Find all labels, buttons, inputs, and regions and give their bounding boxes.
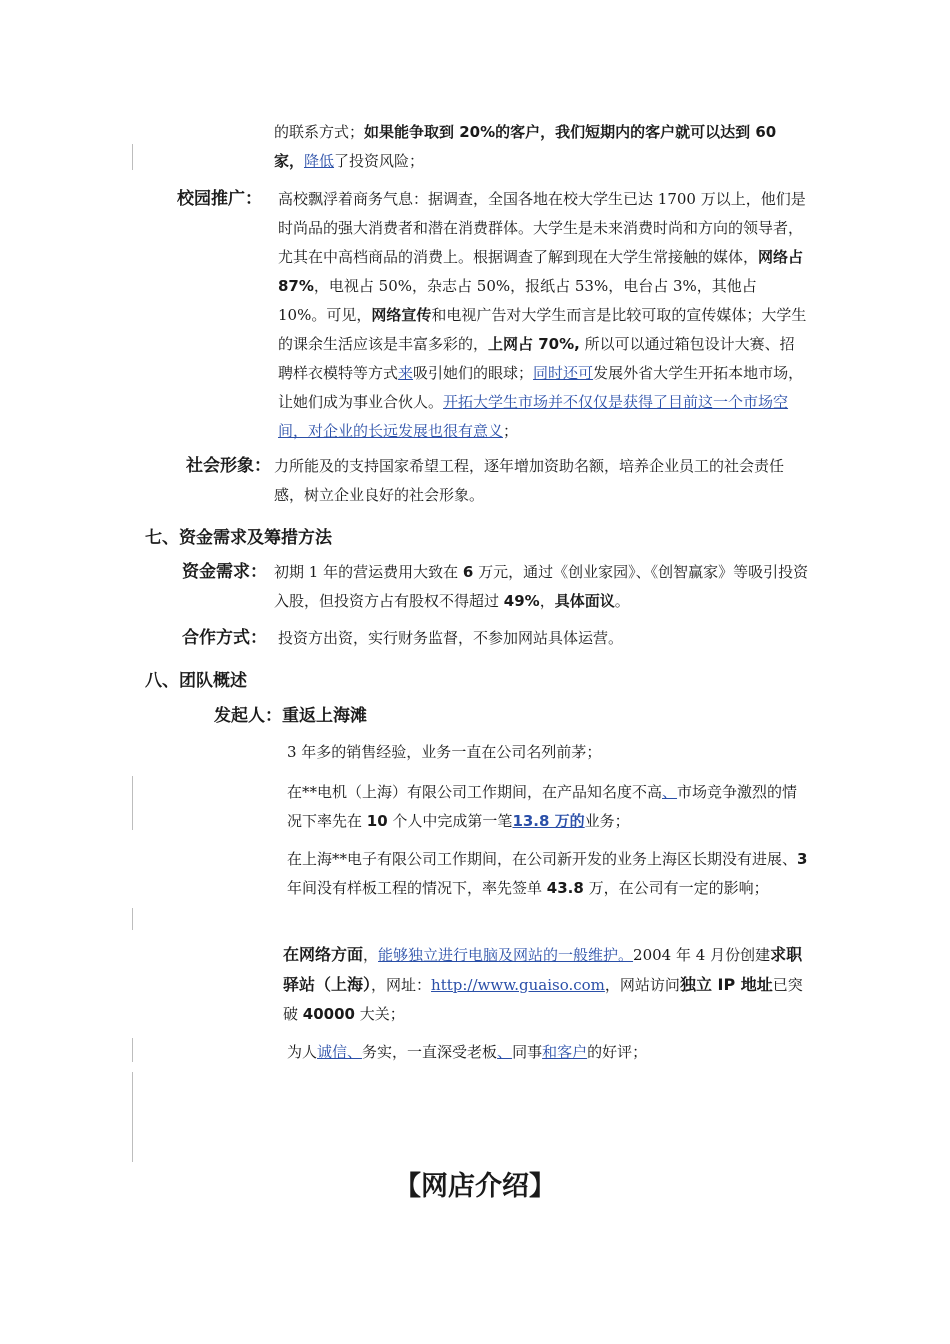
link-integrity[interactable]: 诚信、 [317, 1043, 363, 1061]
coop-paragraph: 投资方出资，实行财务监督，不参加网站具体运营。 [278, 629, 624, 647]
revision-bar [132, 776, 133, 830]
revision-bar [132, 1038, 133, 1062]
experience-1: 3 年多的销售经验，业务一直在公司名列前茅； [287, 743, 602, 761]
campus-paragraph: 高校飘浮着商务气息：据调查，全国各地在校大学生已达 1700 万以上，他们是时尚品的强大消费者和潜在消费群体。大学生是未来消费时尚和方向的领导者，尤其在中高档商品的消费上。根据调查了解到现在大学生常接触的媒体，网络占 87%，电视占 50%，杂志占 50%，报纸占 53%，电台占 3%，其他占 10%。可见，网络宣传和电视广告对大学生而言是比较可取的宣传媒体；大学生的课余生活应该是丰富多彩的，上网占 70%, 所以可以通过箱包设计大赛、招聘样衣模特等方式来吸引她们的眼球；同时还可发展外省大学生开拓本地市场，让她们成为事业合伙人。开拓大学生市场并不仅仅是获得了目前这一个市场空间，对企业的长远发展也很有意义； [278, 190, 807, 440]
link-lai[interactable]: 来 [398, 364, 414, 382]
section-8-heading: 八、团队概述 [145, 671, 247, 691]
page-title: 【网店介绍】 [394, 1171, 556, 1202]
funding-paragraph: 初期 1 年的营运费用大致在 6 万元，通过《创业家园》、《创智赢家》等吸引投资入股，但投资方占有股权不得超过 49%，具体面议。 [274, 563, 809, 610]
link-13-8[interactable]: 13.8 万的 [512, 812, 585, 830]
experience-5: 为人诚信、务实，一直深受老板、同事和客户的好评； [287, 1043, 648, 1061]
link-also[interactable]: 同时还可 [533, 364, 594, 382]
revision-bar [132, 908, 133, 930]
contact-paragraph: 的联系方式；如果能争取到 20%的客户，我们短期内的客户就可以达到 60 家，降低了投资风险； [274, 123, 777, 170]
section-7-heading: 七、资金需求及筹措方法 [145, 528, 332, 548]
experience-3: 在上海**电子有限公司工作期间，在公司新开发的业务上海区长期没有进展、3 年间没有样板工程的情况下，率先签单 43.8 万，在公司有一定的影响； [287, 850, 808, 897]
experience-4: 在网络方面，能够独立进行电脑及网站的一般维护。2004 年 4 月份创建求职驿站（上海），网址：http://www.guaiso.com，网站访问独立 IP 地址已突破 40000 大关； [283, 945, 803, 1023]
link-reduce[interactable]: 降低 [304, 152, 335, 170]
campus-label: 校园推广： [177, 189, 262, 209]
link-customers[interactable]: 和客户 [542, 1043, 588, 1061]
link-comma[interactable]: 、 [662, 783, 678, 801]
social-label: 社会形象： [186, 456, 271, 476]
founder-line: 发起人：重返上海滩 [214, 706, 367, 726]
experience-2: 在**电机（上海）有限公司工作期间，在产品知名度不高、市场竞争激烈的情况下率先在 10 个人中完成第一笔13.8 万的业务； [287, 783, 798, 830]
link-market[interactable]: 开拓大学生市场并不仅仅是获得了目前这一个市场空间，对企业的长远发展也很有意义 [278, 393, 789, 440]
coop-label: 合作方式： [182, 628, 267, 648]
website-link[interactable]: http://www.guaiso.com [431, 976, 605, 994]
social-paragraph: 力所能及的支持国家希望工程，逐年增加资助名额，培养企业员工的社会责任感，树立企业良好的社会形象。 [274, 457, 785, 504]
link-maintenance[interactable]: 能够独立进行电脑及网站的一般维护。 [378, 946, 634, 964]
revision-bar [132, 144, 133, 170]
funding-label: 资金需求： [182, 562, 267, 582]
revision-bar [132, 1072, 133, 1162]
link-comma-2[interactable]: 、 [497, 1043, 513, 1061]
